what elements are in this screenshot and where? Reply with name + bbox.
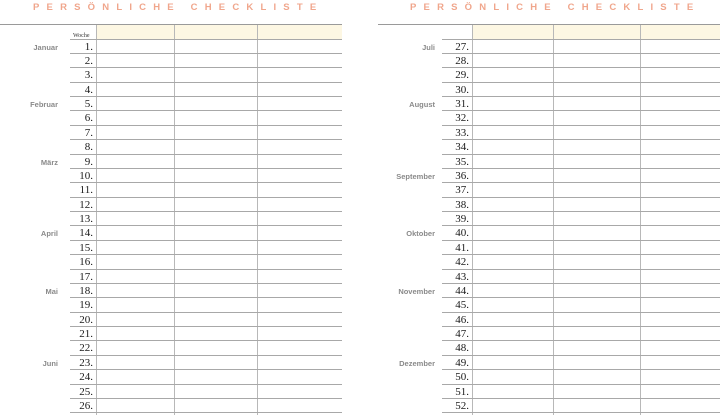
checklist-row[interactable] [442, 96, 720, 97]
checklist-row[interactable] [442, 269, 720, 270]
checklist-row[interactable] [70, 53, 342, 54]
checklist-row[interactable] [442, 110, 720, 111]
week-number: 23. [79, 356, 93, 369]
checklist-row[interactable] [70, 355, 342, 356]
checklist-row[interactable] [442, 254, 720, 255]
checklist-row[interactable] [70, 225, 342, 226]
week-number: 26. [79, 400, 93, 412]
week-number: 40. [455, 227, 469, 240]
checklist-row[interactable] [442, 297, 720, 298]
week-number: 3. [84, 69, 93, 82]
week-number: 41. [455, 241, 469, 254]
checklist-row[interactable] [442, 225, 720, 226]
week-number: 28. [455, 54, 469, 67]
week-number: 14. [79, 227, 93, 240]
checklist-row[interactable] [442, 139, 720, 140]
week-number: 9. [84, 155, 93, 168]
month-label: April [40, 229, 58, 239]
week-number: 5. [84, 98, 93, 111]
week-number: 20. [79, 313, 93, 326]
week-number: 13. [79, 213, 93, 226]
checklist-row[interactable] [70, 312, 342, 313]
month-label: Juni [42, 358, 58, 368]
checklist-row[interactable] [70, 197, 342, 198]
week-number: 36. [455, 169, 469, 182]
week-number: 25. [79, 385, 93, 398]
checklist-row[interactable] [70, 340, 342, 341]
column-divider [553, 25, 554, 415]
checklist-row[interactable] [70, 211, 342, 212]
checklist-row[interactable] [70, 269, 342, 270]
week-number: 16. [79, 256, 93, 269]
week-number: 37. [455, 184, 469, 197]
week-number: 15. [79, 241, 93, 254]
week-number: 45. [455, 299, 469, 312]
checklist-row[interactable] [70, 240, 342, 241]
header-rule [70, 39, 342, 40]
week-number: 31. [455, 98, 469, 111]
checklist-row[interactable] [442, 384, 720, 385]
month-label: August [409, 100, 435, 110]
week-number: 35. [455, 155, 469, 168]
checklist-row[interactable] [442, 412, 720, 413]
checklist-row[interactable] [442, 125, 720, 126]
checklist-row[interactable] [70, 154, 342, 155]
week-number: 10. [79, 169, 93, 182]
week-number: 27. [455, 40, 469, 53]
week-number: 11. [79, 184, 93, 197]
checklist-row[interactable] [70, 254, 342, 255]
week-number: 33. [455, 126, 469, 139]
week-number: 24. [79, 371, 93, 384]
month-label: Februar [30, 100, 58, 110]
checklist-row[interactable] [442, 355, 720, 356]
checklist-row[interactable] [70, 82, 342, 83]
month-label: Oktober [406, 229, 435, 239]
week-number: 47. [455, 328, 469, 341]
month-label: November [398, 286, 435, 296]
week-column-header: Woche [73, 33, 90, 39]
checklist-row[interactable] [70, 125, 342, 126]
month-label: Mai [45, 286, 58, 296]
header-shade [472, 25, 720, 39]
column-divider [174, 25, 175, 415]
month-label: Juli [422, 42, 435, 52]
week-number: 7. [84, 126, 93, 139]
checklist-row[interactable] [442, 240, 720, 241]
checklist-row[interactable] [442, 154, 720, 155]
checklist-row[interactable] [442, 369, 720, 370]
week-number: 39. [455, 213, 469, 226]
checklist-row[interactable] [70, 384, 342, 385]
right-page [378, 0, 720, 415]
month-label: März [40, 157, 58, 167]
column-divider [257, 25, 258, 415]
month-label: September [396, 171, 435, 181]
left-page [0, 0, 345, 415]
week-number: 43. [455, 270, 469, 283]
week-number: 21. [79, 328, 93, 341]
checklist-row[interactable] [442, 283, 720, 284]
page-title: PERSÖNLICHE CHECKLISTE [33, 2, 324, 13]
week-number: 44. [455, 284, 469, 297]
checklist-row[interactable] [70, 67, 342, 68]
checklist-row[interactable] [70, 168, 342, 169]
week-number: 32. [455, 112, 469, 125]
week-number: 46. [455, 313, 469, 326]
header-shade [96, 25, 342, 39]
column-divider [640, 25, 641, 415]
week-number: 22. [79, 342, 93, 355]
week-number: 48. [455, 342, 469, 355]
checklist-row[interactable] [70, 139, 342, 140]
checklist-row[interactable] [442, 53, 720, 54]
week-number: 29. [455, 69, 469, 82]
week-number: 30. [455, 83, 469, 96]
column-divider [96, 25, 97, 415]
checklist-row[interactable] [70, 283, 342, 284]
checklist-row[interactable] [442, 182, 720, 183]
week-number: 19. [79, 299, 93, 312]
checklist-row[interactable] [442, 197, 720, 198]
week-number: 34. [455, 141, 469, 154]
week-number: 6. [84, 112, 93, 125]
week-number: 8. [84, 141, 93, 154]
week-number: 49. [455, 356, 469, 369]
checklist-row[interactable] [70, 96, 342, 97]
column-divider [472, 25, 473, 415]
month-label: Dezember [399, 358, 435, 368]
checklist-row[interactable] [442, 82, 720, 83]
week-number: 38. [455, 198, 469, 211]
checklist-row[interactable] [442, 168, 720, 169]
header-rule [442, 39, 720, 40]
checklist-row[interactable] [442, 398, 720, 399]
page-title: PERSÖNLICHE CHECKLISTE [410, 2, 701, 13]
week-number: 17. [79, 270, 93, 283]
week-number: 42. [455, 256, 469, 269]
week-number: 12. [79, 198, 93, 211]
checklist-row[interactable] [442, 211, 720, 212]
checklist-row[interactable] [70, 369, 342, 370]
checklist-row[interactable] [442, 326, 720, 327]
week-number: 52. [455, 400, 469, 412]
checklist-row[interactable] [70, 297, 342, 298]
checklist-row[interactable] [70, 398, 342, 399]
week-number: 1. [84, 40, 93, 53]
checklist-row[interactable] [442, 67, 720, 68]
checklist-row[interactable] [70, 326, 342, 327]
checklist-row[interactable] [70, 110, 342, 111]
week-number: 4. [84, 83, 93, 96]
month-label: Januar [33, 42, 58, 52]
checklist-row[interactable] [70, 412, 342, 413]
checklist-row[interactable] [70, 182, 342, 183]
week-number: 50. [455, 371, 469, 384]
checklist-row[interactable] [442, 340, 720, 341]
checklist-row[interactable] [442, 312, 720, 313]
week-number: 51. [455, 385, 469, 398]
week-number: 2. [84, 54, 93, 67]
week-number: 18. [79, 284, 93, 297]
